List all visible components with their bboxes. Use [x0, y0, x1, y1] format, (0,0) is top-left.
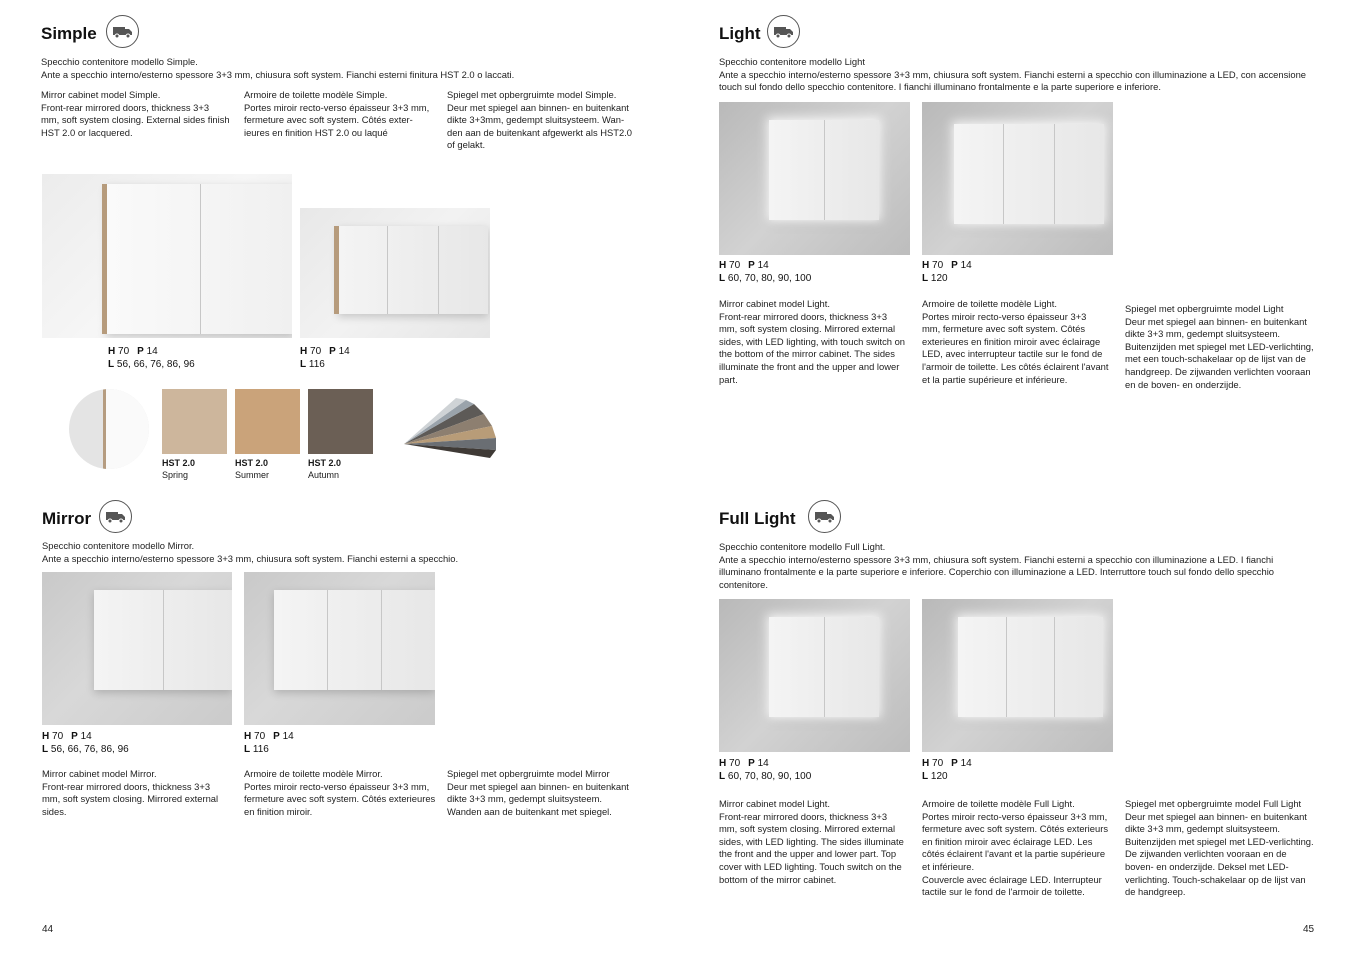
swatch-autumn: [308, 389, 373, 454]
mirror-french-text: Armoire de toilette modèle Mirror. Portes miroir recto-verso épaisseur 3+3 mm, fermeture avec soft system. Côtés exterieures en finition miroir.: [244, 768, 436, 817]
simple-dimensions-2: H 70 P 14 L 116: [300, 346, 350, 370]
simple-italian-text: Specchio contenitore modello Simple. Ante a specchio interno/esterno spessore 3+3 mm, chiusura soft system. Fianchi esterni finitura HST 2.0 o laccati.: [41, 56, 515, 80]
mirror-italian-text: Specchio contenitore modello Mirror. Ante a specchio interno/esterno spessore 3+3 mm, chiusura soft system. Fianchi esterni a specchio.: [42, 540, 459, 564]
mirror-dimensions-2: H 70 P 14 L 116: [244, 731, 294, 755]
light-italian-text: Specchio contenitore modello Light Ante a specchio interno/esterno spessore 3+3 mm, chiusura soft system. Fianchi esterni a specchio con illuminazione a LED, con accensione touch sul fondo dello specchio contenitore. I fianchi illuminano frontalmente e la parte superiore e inferiore.: [719, 56, 1307, 93]
page-number-right: 45: [1303, 924, 1315, 935]
full-light-italian-text: Specchio contenitore modello Full Light. Ante a specchio interno/esterno spessore 3+3 mm, chiusura soft system. Fianchi esterni a specchio con illuminazione a LED. I fianchi illuminano frontalmente e la parte superiore e inferiore. Coperchio con illuminazione a LED. Interruttore touch sul fondo dello specchio contenitore.: [719, 541, 1274, 590]
light-dimensions-1: H 70 P 14 L 60, 70, 80, 90, 100: [719, 260, 812, 284]
swatch-autumn-label: HST 2.0 Autumn: [308, 458, 342, 480]
light-title: Light: [719, 24, 761, 43]
simple-product-photo-1: [42, 174, 292, 338]
mirror-dutch-text: Spiegel met opbergruimte model Mirror Deur met spiegel aan binnen- en buitenkant dikte 3+3 mm, gedempt sluitsysteem. Wanden aan de buitenkant met spiegel.: [447, 768, 629, 817]
simple-title: Simple: [41, 24, 97, 43]
simple-french-text: Armoire de toilette modèle Simple. Portes miroir recto-verso épaisseur 3+3 mm, fermeture avec soft system. Côtés exter- ieures en finition HST 2.0 ou laqué: [244, 89, 430, 138]
swatch-spring: [162, 389, 227, 454]
mirror-dimensions-1: H 70 P 14 L 56, 66, 76, 86, 96: [42, 731, 129, 755]
delivery-truck-icon: [106, 15, 139, 48]
light-dimensions-2: H 70 P 14 L 120: [922, 260, 972, 284]
mirror-product-photo-2: [244, 572, 435, 725]
simple-edge-detail-photo: [69, 389, 149, 469]
full-light-dimensions-2: H 70 P 14 L 120: [922, 758, 972, 782]
full-light-english-text: Mirror cabinet model Light. Front-rear mirrored doors, thickness 3+3 mm, soft system closing. Mirrored external sides, with LED lighting. The sides illuminate the front and the upper and lower part. Top cover with LED lighting. Touch switch on the bottom of the mirror cabinet.: [719, 798, 904, 885]
swatch-summer-label: HST 2.0 Summer: [235, 458, 270, 480]
simple-dimensions-1: H 70 P 14 L 56, 66, 76, 86, 96: [108, 346, 195, 370]
simple-dutch-text: Spiegel met opbergruimte model Simple. Deur met spiegel aan binnen- en buitenkant dikte 3+3mm, gedempt sluitsysteem. Wan- den aan de buitenkant afgewerkt als HST2.0 of gelakt.: [447, 89, 633, 151]
light-french-text: Armoire de toilette modèle Light. Portes miroir recto-verso épaisseur 3+3 mm, fermeture avec soft system. Côtés exterieures en finition miroir avec éclairage LED, avec interrupteur tactile sur le fond de l'armoir de toilette. Les côtés éclairent l'avant et la partie supérieure et inférieure.: [922, 298, 1109, 385]
full-light-french-text: Armoire de toilette modèle Full Light. Portes miroir recto-verso épaisseur 3+3 mm, fermeture avec soft system. Côtés exterieurs en finition miroir avec éclairage LED. Les côtés éclairent l'avant et la partie supérieure et inférieure. Couvercle avec éclairage LED. Interrupteur tactile sur le fond de l'armoir de toilette.: [922, 798, 1109, 898]
swatch-spring-label: HST 2.0 Spring: [162, 458, 196, 480]
full-light-dutch-text: Spiegel met opbergruimte model Full Light Deur met spiegel aan binnen- en buitenkant dikte 3+3 mm, gedempt sluitsysteem. Buitenzijden met spiegel met LED-verlichting. De zijwanden verlichten vooraan en de boven- en onderzijde. Deksel met LED- verlichting. Touch-schakelaar op de lijst van de handgreep.: [1125, 798, 1314, 898]
delivery-truck-icon: [808, 500, 841, 533]
light-product-photo-2: [922, 102, 1113, 255]
delivery-truck-icon: [767, 15, 800, 48]
color-sample-fan-image: [394, 392, 498, 460]
mirror-product-photo-1: [42, 572, 232, 725]
full-light-title: Full Light: [719, 509, 796, 528]
mirror-title: Mirror: [42, 509, 92, 528]
full-light-dimensions-1: H 70 P 14 L 60, 70, 80, 90, 100: [719, 758, 812, 782]
light-product-photo-1: [719, 102, 910, 255]
swatch-summer: [235, 389, 300, 454]
simple-product-photo-2: [300, 208, 490, 338]
mirror-english-text: Mirror cabinet model Mirror. Front-rear mirrored doors, thickness 3+3 mm, soft system closing. Mirrored external sides.: [42, 768, 219, 817]
page-number-left: 44: [42, 924, 54, 935]
light-english-text: Mirror cabinet model Light. Front-rear mirrored doors, thickness 3+3 mm, soft system closing. Mirrored external sides, with LED lighting, with touch switch on the bottom of the mirror cabinet. The sides illuminate the front and the upper and lower part.: [719, 298, 906, 385]
full-light-product-photo-1: [719, 599, 910, 752]
delivery-truck-icon: [99, 500, 132, 533]
full-light-product-photo-2: [922, 599, 1113, 752]
simple-english-text: Mirror cabinet model Simple. Front-rear mirrored doors, thickness 3+3 mm, soft system closing. External sides finish HST 2.0 or lacquered.: [41, 89, 230, 138]
light-dutch-text: Spiegel met opbergruimte model Light Deur met spiegel aan binnen- en buitenkant dikte 3+3 mm, gedempt sluitsysteem. Buitenzijden met spiegel met LED-verlichting, met een touch-schakelaar op de lijst van de handgreep. De zijwanden verlichten vooraan en de boven- en onderzijde.: [1125, 303, 1314, 390]
